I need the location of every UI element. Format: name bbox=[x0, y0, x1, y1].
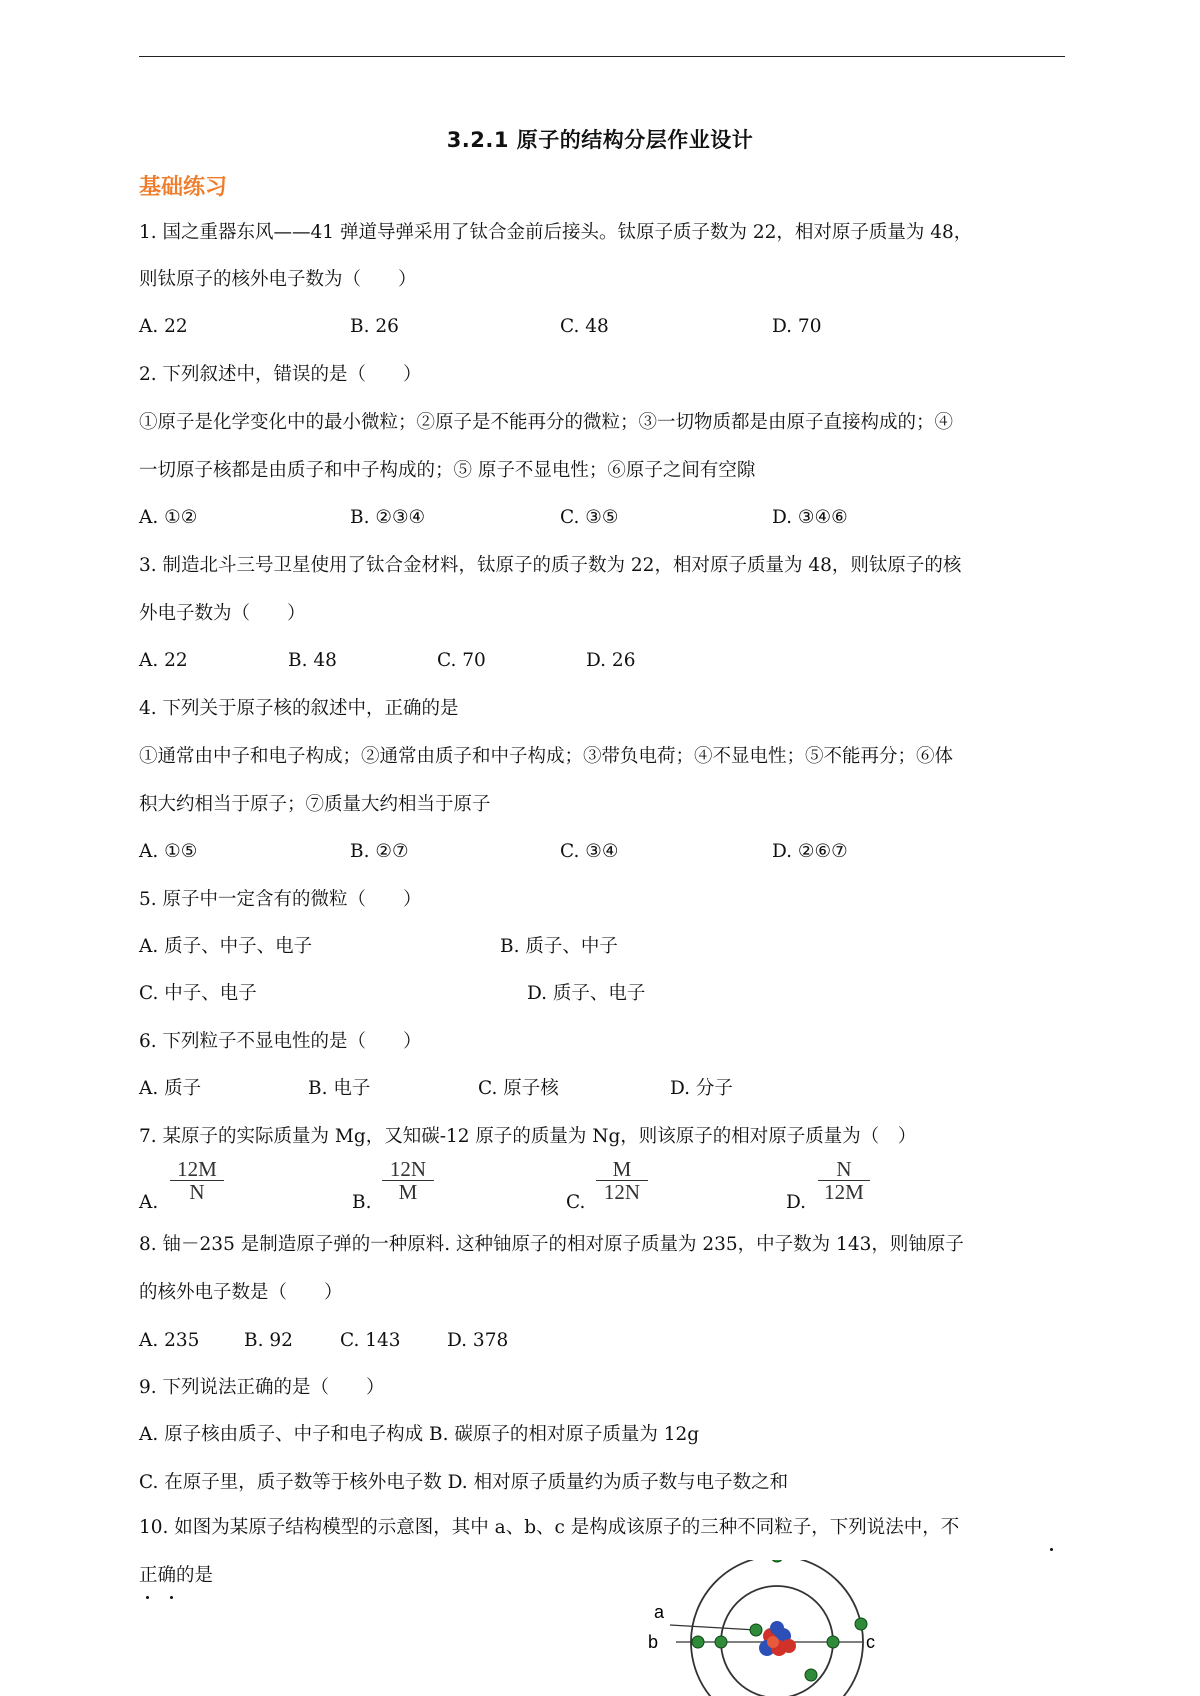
question-3-line-1: 3. 制造北斗三号卫星使用了钛合金材料，钛原子的质子数为 22，相对原子质量为 48，则钛原子的核 bbox=[139, 555, 962, 576]
question-5-option-c: C. 中子、电子 bbox=[139, 983, 257, 1004]
section-heading: 基础练习 bbox=[139, 175, 228, 200]
header-rule bbox=[139, 56, 1065, 57]
question-1-option-d: D. 70 bbox=[772, 316, 822, 337]
question-4-option-b: B. ②⑦ bbox=[350, 841, 409, 862]
question-3-option-d: D. 26 bbox=[586, 650, 636, 671]
question-5-option-d: D. 质子、电子 bbox=[527, 983, 646, 1004]
label-b: b bbox=[648, 1632, 659, 1652]
fraction-12n-over-m: 12N M bbox=[382, 1158, 434, 1203]
question-6-option-a: A. 质子 bbox=[139, 1078, 202, 1099]
nucleus bbox=[759, 1621, 796, 1656]
question-4-option-a: A. ①⑤ bbox=[139, 841, 198, 862]
page-title: 3.2.1 原子的结构分层作业设计 bbox=[446, 128, 754, 152]
question-8-option-d: D. 378 bbox=[447, 1330, 509, 1351]
fraction-m-over-12n: M 12N bbox=[596, 1158, 648, 1203]
emphasis-dot bbox=[146, 1596, 149, 1599]
question-7-option-a: A. bbox=[139, 1192, 159, 1213]
question-2-option-d: D. ③④⑥ bbox=[772, 507, 848, 528]
question-1-option-b: B. 26 bbox=[350, 316, 399, 337]
question-6-option-c: C. 原子核 bbox=[478, 1078, 559, 1099]
question-2-option-b: B. ②③④ bbox=[350, 507, 426, 528]
question-9-line-1: 9. 下列说法正确的是（ ） bbox=[139, 1377, 385, 1398]
label-a: a bbox=[654, 1602, 665, 1622]
question-1-line-1: 1. 国之重器东风——41 弹道导弹采用了钛合金前后接头。钛原子质子数为 22，相对原子质量为 48， bbox=[139, 222, 973, 243]
question-5-option-a: A. 质子、中子、电子 bbox=[139, 936, 313, 957]
question-8-option-b: B. 92 bbox=[244, 1330, 293, 1351]
question-4-line-2: ①通常由中子和电子构成；②通常由质子和中子构成；③带负电荷；④不显电性；⑤不能再分；⑥体 bbox=[139, 746, 954, 767]
question-2-line-2: ①原子是化学变化中的最小微粒；②原子是不能再分的微粒；③一切物质都是由原子直接构成的；④ bbox=[139, 412, 954, 433]
question-7-option-c: C. bbox=[566, 1192, 586, 1213]
question-7-option-d: D. bbox=[786, 1192, 807, 1213]
question-7-option-b: B. bbox=[352, 1192, 372, 1213]
question-2-option-c: C. ③⑤ bbox=[560, 507, 619, 528]
question-9-options-cd: C. 在原子里，质子数等于核外电子数 D. 相对原子质量约为质子数与电子数之和 bbox=[139, 1472, 789, 1493]
label-a-leader bbox=[670, 1625, 756, 1630]
question-1-line-2: 则钛原子的核外电子数为（ ） bbox=[139, 269, 417, 290]
question-4-line-1: 4. 下列关于原子核的叙述中，正确的是 bbox=[139, 698, 459, 719]
question-1-option-a: A. 22 bbox=[139, 316, 188, 337]
question-5-option-b: B. 质子、中子 bbox=[500, 936, 618, 957]
question-2-option-a: A. ①② bbox=[139, 507, 198, 528]
fraction-12m-over-n: 12M N bbox=[170, 1158, 224, 1203]
question-8-line-2: 的核外电子数是（ ） bbox=[139, 1282, 343, 1303]
question-4-option-d: D. ②⑥⑦ bbox=[772, 841, 848, 862]
question-2-line-3: 一切原子核都是由质子和中子构成的；⑤ 原子不显电性；⑥原子之间有空隙 bbox=[139, 460, 756, 481]
fraction-n-over-12m: N 12M bbox=[818, 1158, 870, 1203]
question-10-line-1: 10. 如图为某原子结构模型的示意图，其中 a、b、c 是构成该原子的三种不同粒子，下列说法中，不 bbox=[139, 1517, 960, 1538]
question-6-option-d: D. 分子 bbox=[670, 1078, 733, 1099]
question-3-option-b: B. 48 bbox=[288, 650, 337, 671]
question-4-option-c: C. ③④ bbox=[560, 841, 619, 862]
question-5-line-1: 5. 原子中一定含有的微粒（ ） bbox=[139, 889, 422, 910]
question-6-option-b: B. 电子 bbox=[308, 1078, 371, 1099]
question-4-line-3: 积大约相当于原子；⑦质量大约相当于原子 bbox=[139, 794, 491, 815]
question-9-options-ab: A. 原子核由质子、中子和电子构成 B. 碳原子的相对原子质量为 12g bbox=[139, 1424, 700, 1445]
emphasis-dot bbox=[170, 1596, 173, 1599]
question-6-line-1: 6. 下列粒子不显电性的是（ ） bbox=[139, 1031, 422, 1052]
question-3-option-c: C. 70 bbox=[437, 650, 486, 671]
emphasis-dot bbox=[1050, 1548, 1053, 1551]
atom-structure-diagram bbox=[640, 1560, 880, 1696]
question-7-line-1: 7. 某原子的实际质量为 Mg，又知碳-12 原子的质量为 Ng，则该原子的相对原子质量为（ ） bbox=[139, 1126, 917, 1147]
label-c: c bbox=[866, 1632, 875, 1652]
question-8-option-a: A. 235 bbox=[139, 1330, 200, 1351]
question-3-line-2: 外电子数为（ ） bbox=[139, 603, 306, 624]
question-8-option-c: C. 143 bbox=[340, 1330, 401, 1351]
question-10-line-2: 正确的是 bbox=[139, 1565, 214, 1586]
question-8-line-1: 8. 铀－235 是制造原子弹的一种原料. 这种铀原子的相对原子质量为 235，中子数为 143，则铀原子 bbox=[139, 1234, 964, 1255]
question-3-option-a: A. 22 bbox=[139, 650, 188, 671]
question-2-line-1: 2. 下列叙述中，错误的是（ ） bbox=[139, 364, 422, 385]
question-1-option-c: C. 48 bbox=[560, 316, 609, 337]
